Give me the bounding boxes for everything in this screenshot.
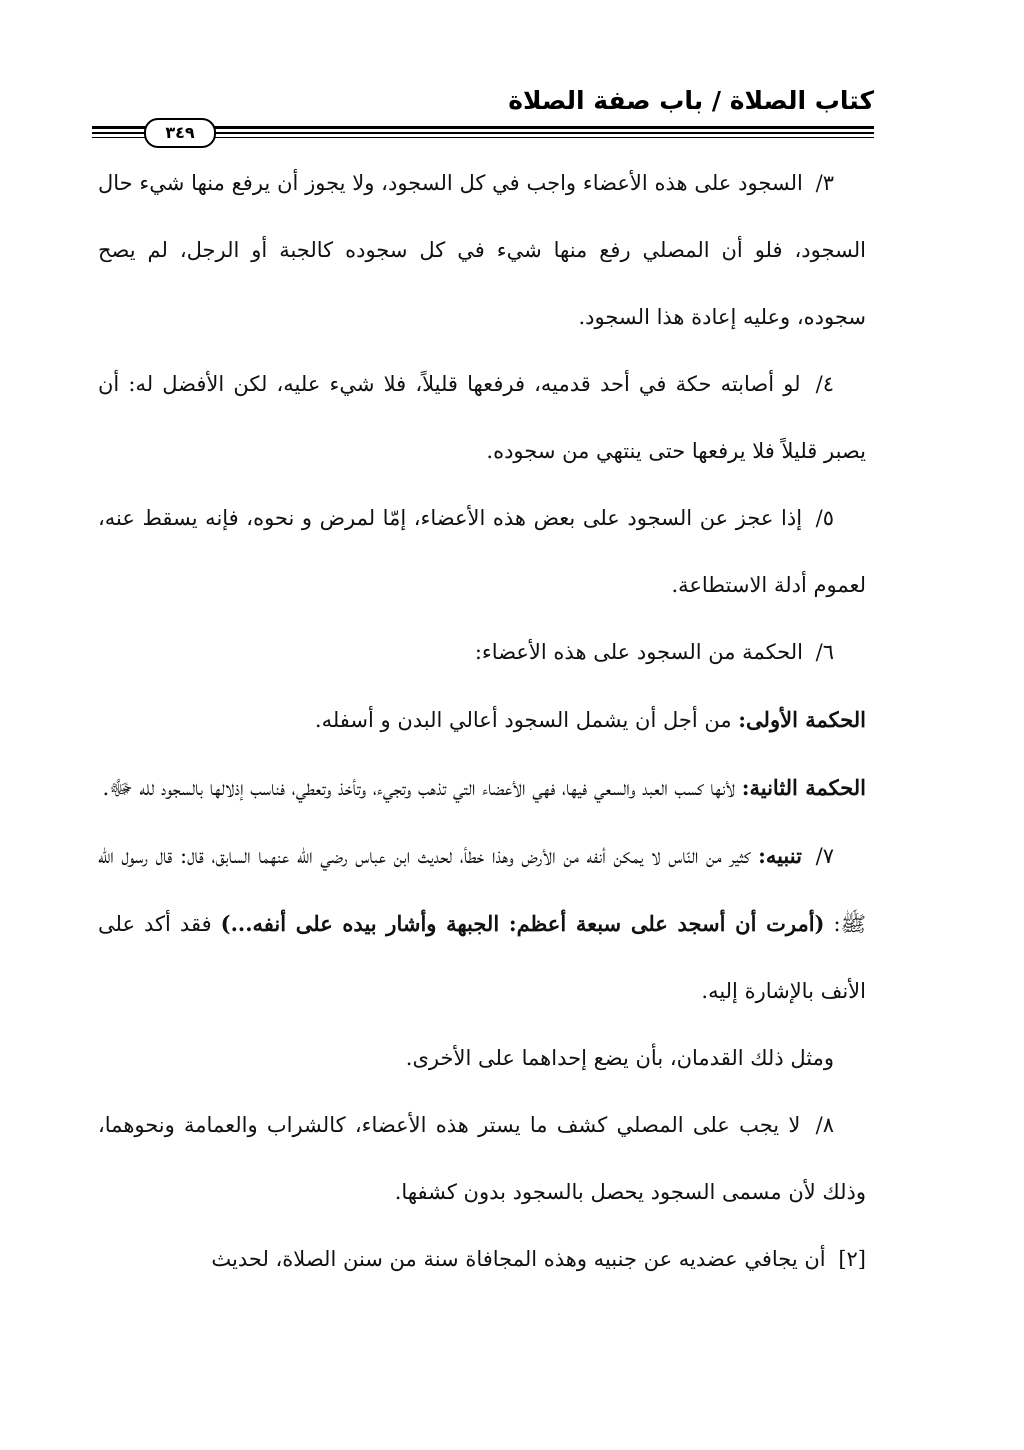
paragraph-text: السجود على هذه الأعضاء واجب في كل السجود، ولا يجوز أن يرفع منها شيء حال السجود، فلو أن المصلي رفع منها شيء في كل سجوده كالجبة أو الرجل، لم يصح سجوده، وعليه إعادة هذا السجود. bbox=[98, 171, 866, 329]
book-chapter-title: كتاب الصلاة / باب صفة الصلاة bbox=[508, 86, 874, 115]
hadith-quote: (أمرت أن أسجد على سبعة أعظم: الجبهة وأشار بيده على أنفه...) bbox=[220, 911, 825, 936]
page-body bbox=[98, 150, 866, 1293]
paragraph-text: ومثل ذلك القدمان، بأن يضع إحداهما على الأخرى. bbox=[405, 1046, 834, 1070]
paragraph-text: أن يجافي عضديه عن جنبيه وهذه المجافاة سنة من سنن الصلاة، لحديث bbox=[211, 1247, 826, 1271]
paragraph-text: لو أصابته حكة في أحد قدميه، فرفعها قليلاً، فلا شيء عليه، لكن الأفضل له: أن يصبر قليلاً فلا يرفعها حتى ينتهي من سجوده. bbox=[98, 372, 866, 463]
paragraph-5 bbox=[98, 485, 866, 619]
paragraph-4 bbox=[98, 351, 866, 485]
paragraph-text: الحكمة من السجود على هذه الأعضاء: bbox=[474, 640, 803, 664]
item-number: [٢] bbox=[838, 1247, 866, 1271]
paragraph-9 bbox=[98, 1226, 866, 1293]
note-label: تنبيه: bbox=[758, 843, 802, 868]
item-number: ٧/ bbox=[815, 844, 834, 868]
paragraph-text: من أجل أن يشمل السجود أعالي البدن و أسفله. bbox=[314, 708, 732, 732]
page-number: ٣٤٩ bbox=[144, 118, 216, 148]
paragraph-text: لأنها كسب العبد والسعي فيها، فهي الأعضاء التي تذهب وتجيء، وتأخذ وتعطي، فناسب إذلالها بالسجود لله ﷻ. bbox=[102, 776, 736, 800]
paragraph-7 bbox=[98, 822, 866, 1025]
wisdom-label: الحكمة الثانية: bbox=[741, 775, 866, 800]
wisdom-1 bbox=[98, 686, 866, 754]
paragraph-text: كثير من النّاس لا يمكن أنفه من الأرض وهذا خطأ، لحديث ابن عباس رضي الله عنهما السابق، قال: قال رسول الله ﷺ: bbox=[98, 844, 866, 936]
item-number: ٥/ bbox=[815, 506, 834, 530]
paragraph-8 bbox=[98, 1092, 866, 1226]
wisdom-label: الحكمة الأولى: bbox=[738, 707, 866, 732]
paragraph-3 bbox=[98, 150, 866, 351]
item-number: ٦/ bbox=[815, 640, 834, 664]
page-header bbox=[92, 84, 874, 154]
item-number: ٨/ bbox=[815, 1113, 834, 1137]
paragraph-text: إذا عجز عن السجود على بعض هذه الأعضاء، إمّا لمرض و نحوه، فإنه يسقط عنه، لعموم أدلة الاستطاعة. bbox=[98, 506, 866, 597]
wisdom-2 bbox=[98, 754, 866, 822]
item-number: ٤/ bbox=[815, 372, 834, 396]
paragraph-text: فقد أكد على الأنف بالإشارة إليه. bbox=[98, 912, 866, 1003]
paragraph-6 bbox=[98, 619, 866, 686]
item-number: ٣/ bbox=[815, 171, 834, 195]
paragraph-text: لا يجب على المصلي كشف ما يستر هذه الأعضاء، كالشراب والعمامة ونحوهما، وذلك لأن مسمى السجود يحصل بالسجود بدون كشفها. bbox=[98, 1113, 866, 1204]
paragraph-7-continued bbox=[98, 1025, 866, 1092]
